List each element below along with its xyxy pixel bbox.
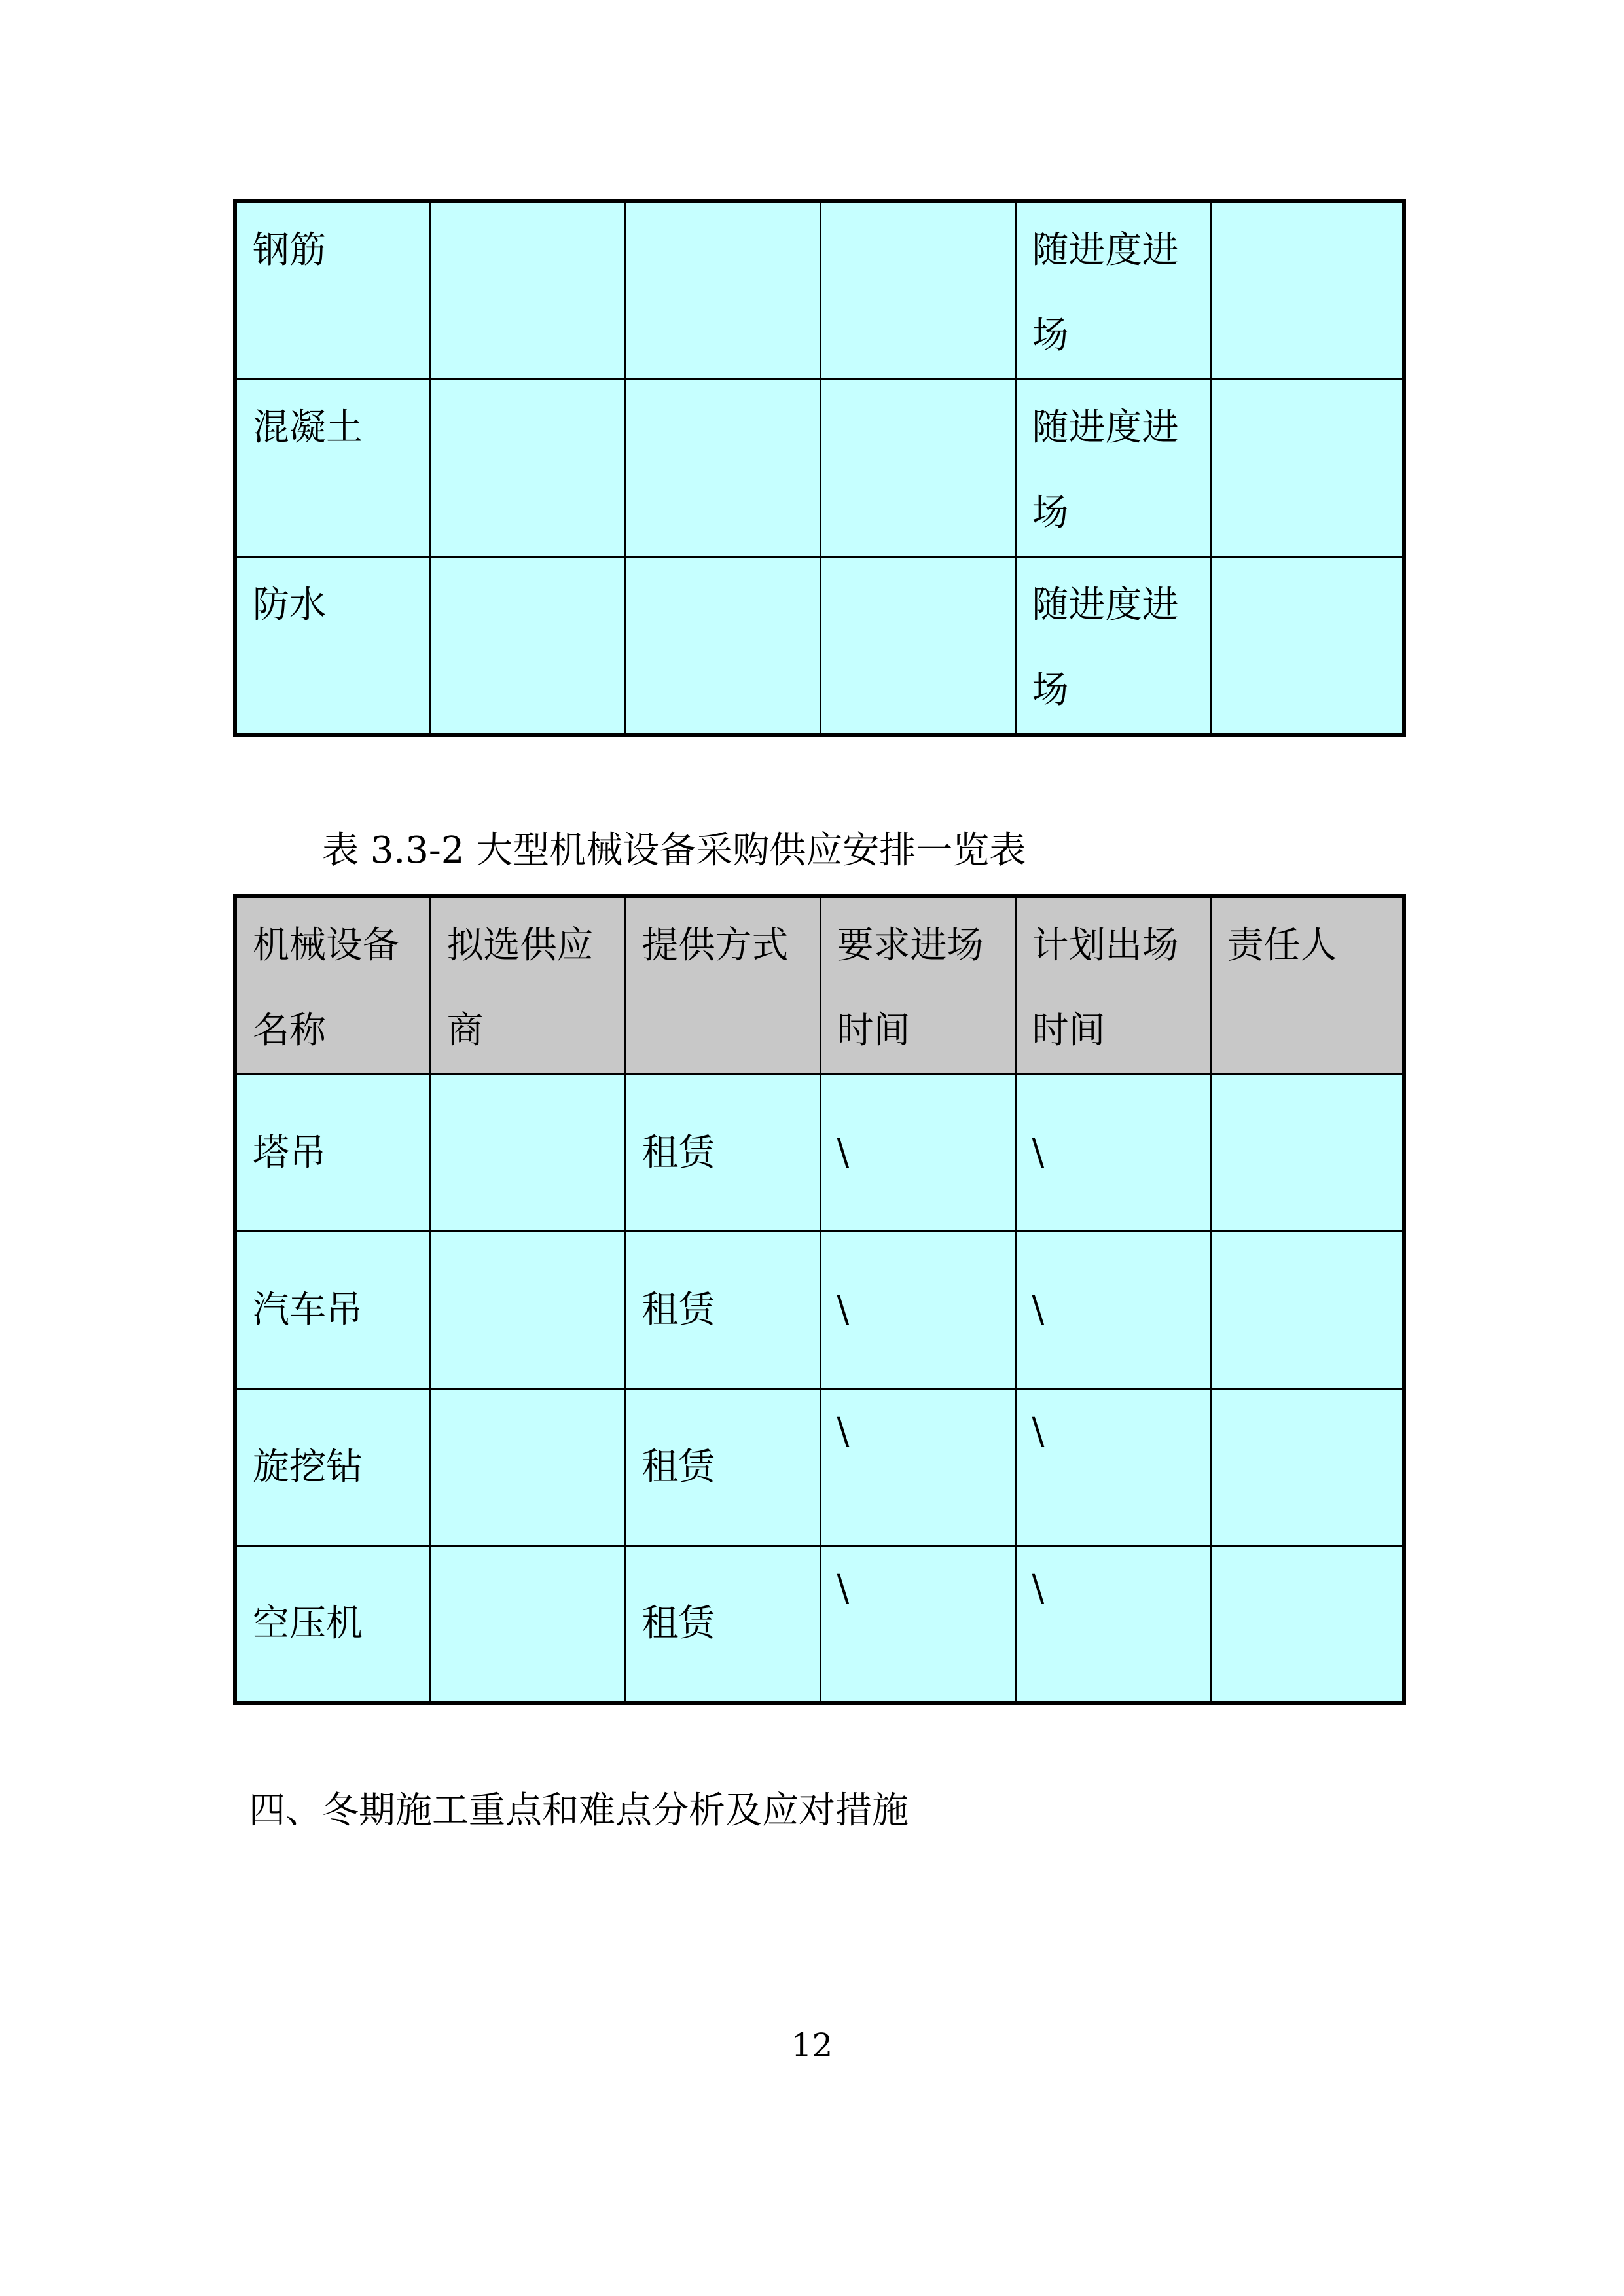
schedule-cell: 随进度进场 — [1015, 557, 1210, 736]
table-caption: 表 3.3-2 大型机械设备采购供应安排一览表 — [322, 829, 1026, 872]
material-name-cell: 钢筋 — [235, 201, 430, 380]
page-number: 12 — [791, 2026, 833, 2064]
table-header-row — [235, 896, 1404, 1075]
equipment-name-cell: 塔吊 — [235, 1075, 430, 1232]
empty-cell — [625, 557, 820, 736]
equipment-name-cell: 空压机 — [235, 1546, 430, 1703]
material-name-cell: 防水 — [235, 557, 430, 736]
schedule-cell: 随进度进场 — [1015, 380, 1210, 557]
empty-cell — [625, 201, 820, 380]
supply-method-cell: 租赁 — [625, 1546, 820, 1703]
supplier-cell — [430, 1546, 625, 1703]
empty-cell — [430, 201, 625, 380]
equipment-name-cell: 旋挖钻 — [235, 1389, 430, 1546]
material-name-cell: 混凝土 — [235, 380, 430, 557]
machinery-procurement-table — [233, 894, 1406, 1705]
schedule-cell: 随进度进场 — [1015, 201, 1210, 380]
exit-time-cell: \ — [1015, 1232, 1210, 1389]
entry-time-cell: \ — [820, 1075, 1015, 1232]
empty-cell — [1210, 380, 1404, 557]
table-row — [235, 557, 1404, 736]
supply-method-cell: 租赁 — [625, 1389, 820, 1546]
entry-time-cell: \ — [820, 1546, 1015, 1703]
header-entry-time: 要求进场时间 — [820, 896, 1015, 1075]
exit-time-cell: \ — [1015, 1075, 1210, 1232]
header-supply-method: 提供方式 — [625, 896, 820, 1075]
entry-time-cell: \ — [820, 1389, 1015, 1546]
supplier-cell — [430, 1232, 625, 1389]
entry-time-cell: \ — [820, 1232, 1015, 1389]
supplier-cell — [430, 1075, 625, 1232]
empty-cell — [625, 380, 820, 557]
table-row — [235, 1075, 1404, 1232]
supply-method-cell: 租赁 — [625, 1232, 820, 1389]
responsible-person-cell — [1210, 1389, 1404, 1546]
empty-cell — [820, 380, 1015, 557]
responsible-person-cell — [1210, 1075, 1404, 1232]
material-supply-table-continued — [233, 199, 1406, 737]
table-row — [235, 1546, 1404, 1703]
supply-method-cell: 租赁 — [625, 1075, 820, 1232]
supplier-cell — [430, 1389, 625, 1546]
empty-cell — [1210, 201, 1404, 380]
table-row — [235, 1232, 1404, 1389]
empty-cell — [430, 557, 625, 736]
table-row — [235, 1389, 1404, 1546]
empty-cell — [820, 557, 1015, 736]
empty-cell — [430, 380, 625, 557]
empty-cell — [820, 201, 1015, 380]
responsible-person-cell — [1210, 1546, 1404, 1703]
exit-time-cell: \ — [1015, 1389, 1210, 1546]
header-supplier: 拟选供应商 — [430, 896, 625, 1075]
responsible-person-cell — [1210, 1232, 1404, 1389]
header-equipment-name: 机械设备名称 — [235, 896, 430, 1075]
table-row — [235, 201, 1404, 380]
table-row — [235, 380, 1404, 557]
empty-cell — [1210, 557, 1404, 736]
exit-time-cell: \ — [1015, 1546, 1210, 1703]
header-responsible-person: 责任人 — [1210, 896, 1404, 1075]
header-exit-time: 计划出场时间 — [1015, 896, 1210, 1075]
equipment-name-cell: 汽车吊 — [235, 1232, 430, 1389]
section-heading: 四、冬期施工重点和难点分析及应对措施 — [249, 1789, 909, 1832]
